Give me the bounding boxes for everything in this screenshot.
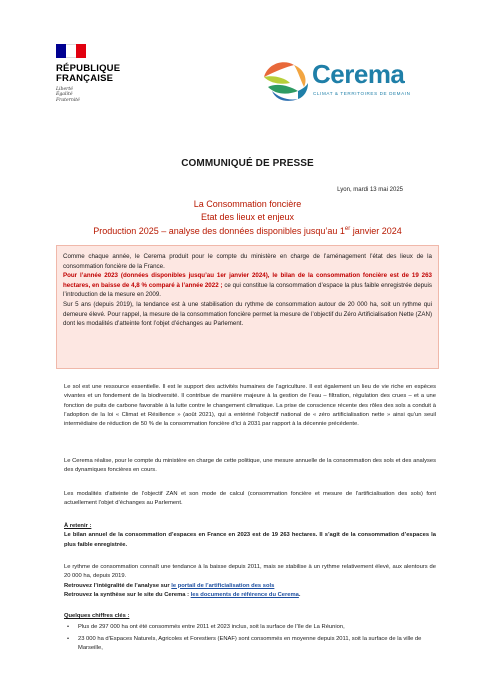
callout-paragraph-intro: Comme chaque année, le Cerema produit pour le compte du ministère en charge de l’aménagement l’état des lieux de la consommation foncière de la France. xyxy=(63,253,432,270)
tricolor-flag-icon xyxy=(56,40,86,60)
list-item: • 23 000 ha d’Espaces Naturels, Agricoles et Forestiers (ENAF) sont consommés en moyenne depuis 2011, soit la surface de la ville de Marseille, xyxy=(67,635,422,651)
headline-line2: Etat des lieux et enjeux xyxy=(200,211,295,222)
list-item: • Plus de 297 000 ha ont été consommés entre 2011 et 2023 inclus, soit la surface de l’île de La Réunion, xyxy=(64,623,436,632)
body-paragraph-zan: Les modalités d’atteinte de l’objectif ZAN et son mode de calcul (consommation foncière et mesure de l’artificialisation des sols) font actuellement l’objet d’échanges au Parlement. xyxy=(64,491,436,507)
cerema-wordmark: Cerema xyxy=(312,59,405,89)
headline-line3: Production 2025 – analyse des données disponibles jusqu’au 1er janvier 2024 xyxy=(93,226,402,236)
rf-motto-egalite: Égalité xyxy=(56,92,73,98)
documents-reference-link[interactable]: les documents de référence du Cerema xyxy=(190,591,299,598)
callout-paragraph-trend: Sur 5 ans (depuis 2019), la tendance est à une stabilisation du rythme de consommation autour de 20 000 ha, soit un rythme qui demeure élevé. Pour rappel, la mesure de la consommation foncière permet la mesure de l’objectif du Zéro Artificialisation Nette (ZAN) dont les modalités d’atteinte font l’objet d’échanges au Parlement. xyxy=(63,300,433,328)
document-date: Lyon, mardi 13 mai 2025 xyxy=(337,187,403,193)
retenir-section xyxy=(64,522,436,550)
cerema-logo xyxy=(258,57,428,107)
summary-callout xyxy=(56,245,439,369)
headline-line1: La Consommation foncière xyxy=(193,199,302,209)
body-paragraph-cerema: Le Cerema réalise, pour le compte du ministère en charge de cette politique, une mesure annuelle de la consommation des sols et des analyses des dynamiques foncières en cours. xyxy=(64,458,436,474)
rf-motto xyxy=(56,87,126,103)
body-paragraph-sol: Le sol est une ressource essentielle. Il est le support des activités humaines de l’agriculture. Il est également un lieu de vie riche en espèces vivantes et un fondement de la biodiversité. Il contribue de manière majeure à la gestion de l’eau – filtration, régulation des crues – et a une fonction de puits de carbone favorable à la lutte contre le changement climatique. La prise de conscience récente des rôles des sols a conduit à l’adoption de la loi « Climat et Résilience » (août 2021), qui a entériné l’objectif national de « zéro artificialisation nette » ainsi qu’un seuil intermédiaire de réduction de 50 % de la consommation foncière d’ici à 2031 par rapport à la décennie précédente. xyxy=(64,384,436,428)
retenir-heading: À retenir : xyxy=(64,523,92,529)
portail-artificialisation-link[interactable]: le portail de l’artificialisation des sols xyxy=(171,582,275,589)
retenir-paragraph-1: Le bilan annuel de la consommation d’espaces en France en 2023 est de 19 263 hectares. Il s’agit de la consommation d’espaces la plus faible enregistrée. xyxy=(64,532,436,548)
retrouvez-cerema: Retrouvez la synthèse sur le site du Cerema : les documents de référence du Cerema. xyxy=(64,591,301,598)
rf-name xyxy=(56,64,126,84)
rf-motto-fraternite: Fraternité xyxy=(56,97,80,103)
republique-francaise-logo xyxy=(56,40,126,103)
retenir-trend xyxy=(64,563,436,600)
callout-paragraph-2023: Pour l’année 2023 (données disponibles jusqu’au 1er janvier 2024), le bilan de la consommation foncière est de 19 263 hectares, en baisse de 4,8 % comparé à l’année 2022 ; ce qui constitue la consommation d’espace la plus faible enregistrée depuis l’introduction de la mesure en 2009. xyxy=(63,272,432,299)
bullet-icon: • xyxy=(67,635,70,642)
cerema-tagline: CLIMAT & TERRITOIRES DE DEMAIN xyxy=(313,91,411,96)
rf-motto-liberte: Liberté xyxy=(56,87,73,92)
bullet-icon: • xyxy=(67,624,70,631)
chiffres-heading: Quelques chiffres clés : xyxy=(64,613,130,619)
headline xyxy=(0,198,495,238)
chiffres-section xyxy=(64,612,436,653)
facts-list xyxy=(64,623,436,653)
rf-name-line1: RÉPUBLIQUE xyxy=(56,63,121,74)
document-title: COMMUNIQUÉ DE PRESSE xyxy=(181,158,314,169)
cerema-leaf-icon xyxy=(258,57,314,103)
retrouvez-portail: Retrouvez l’intégralité de l’analyse sur le portail de l’artificialisation des sols xyxy=(64,582,275,589)
rf-name-line2: FRANÇAISE xyxy=(56,73,114,84)
retenir-paragraph-2: Le rythme de consommation connaît une tendance à la baisse depuis 2011, mais se stabilise à un rythme relativement élevé, aux alentours de 20 000 ha, depuis 2019. xyxy=(64,564,436,580)
